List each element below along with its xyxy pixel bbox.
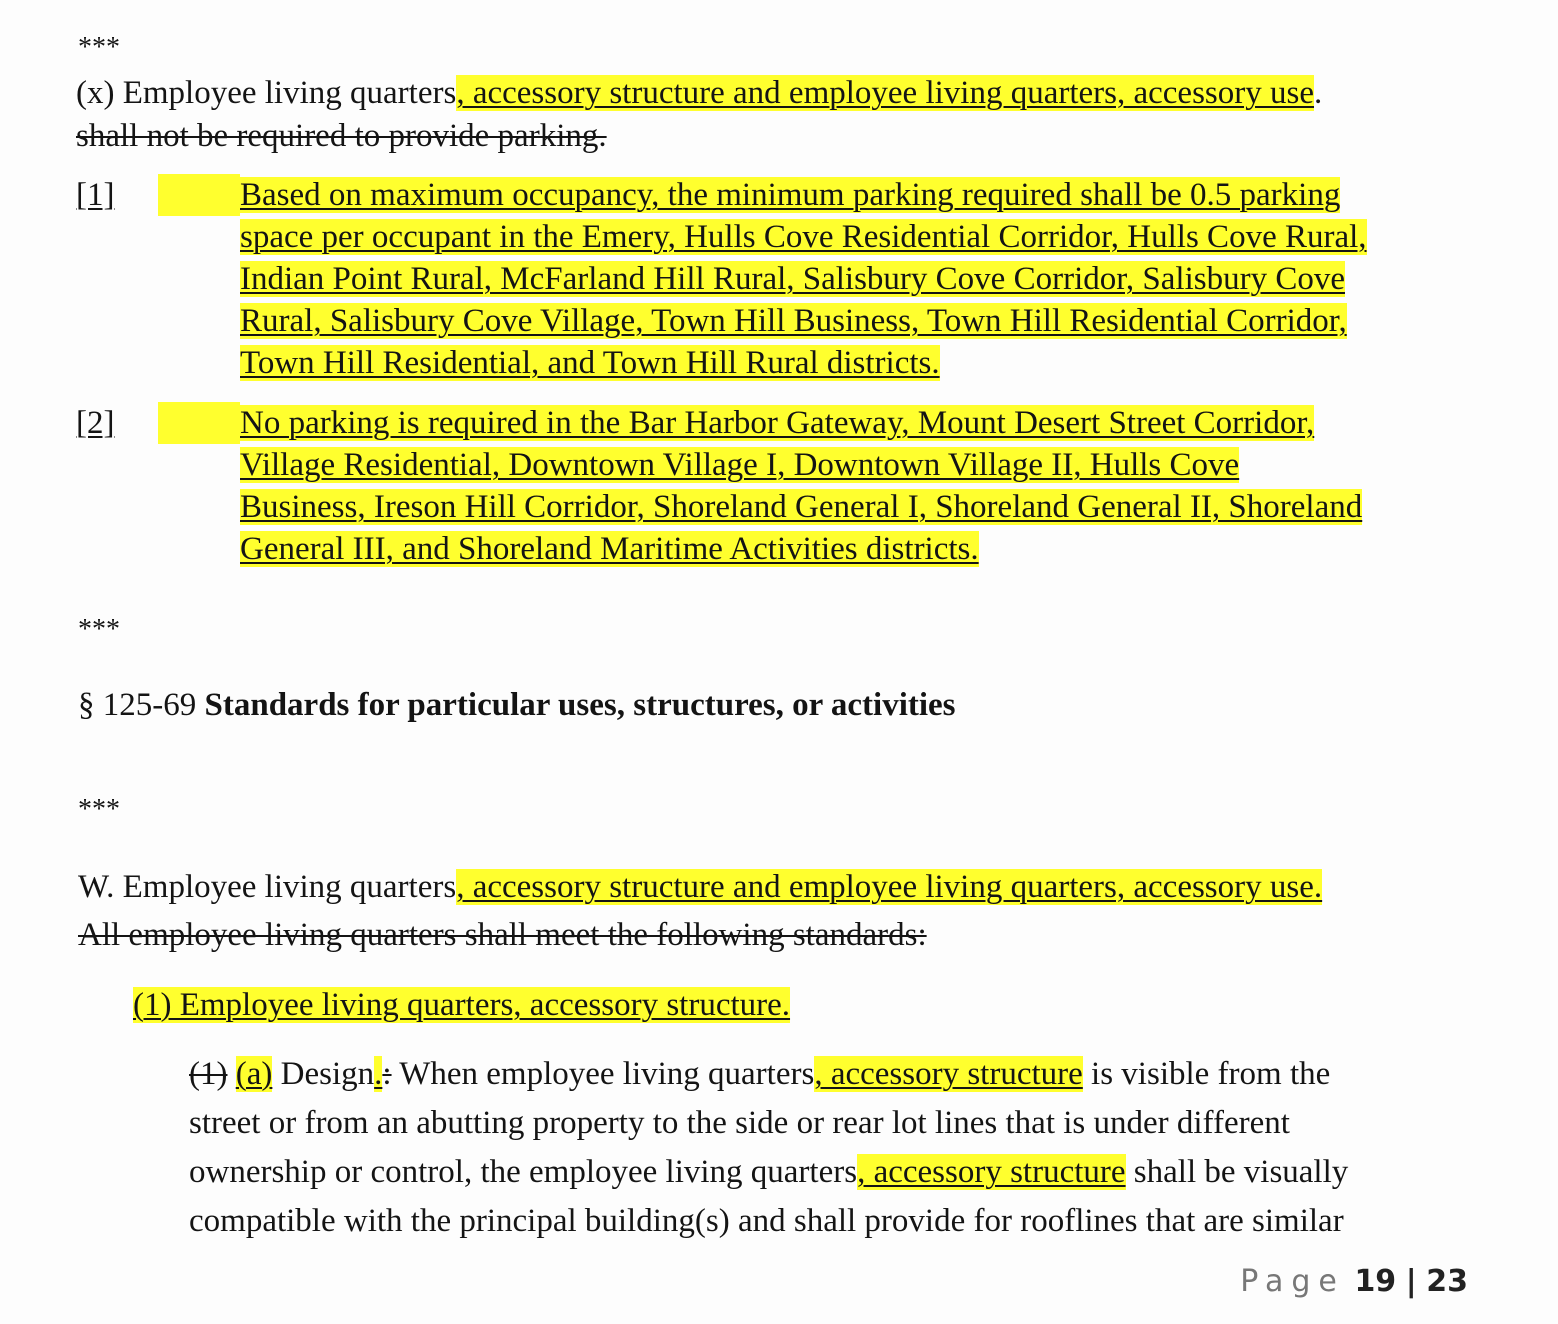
design-period-inserted: .	[374, 1056, 383, 1092]
item-number: [1]	[158, 174, 240, 216]
section-x-title	[76, 72, 1322, 115]
design-colon-deleted: :	[382, 1056, 392, 1092]
old-number: (1)	[189, 1056, 228, 1092]
section-w-deleted: All employee living quarters shall meet the following standards:	[78, 917, 927, 953]
section-x-deleted: shall not be required to provide parking.	[76, 118, 607, 154]
section-x-item-2: [2] No parking is required in the Bar Harbor Gateway, Mount Desert Street Corridor, Village Residential, Downtown Village I, Downtown Village II, Hulls Cove Business, Ireson Hill Corridor, Shoreland General I, Shoreland General II, Shoreland General III, and Shoreland Maritime Activities districts.	[158, 402, 1362, 570]
design-label: Design	[280, 1056, 375, 1092]
section-w-inserted: , accessory structure and employee living quarters, accessory use.	[456, 869, 1323, 905]
inserted-accessory-structure: , accessory structure	[857, 1154, 1126, 1190]
section-x-item-1: [1] Based on maximum occupancy, the minimum parking required shall be 0.5 parking space per occupant in the Emery, Hulls Cove Residential Corridor, Hulls Cove Rural, Indian Point Rural, McFarland Hill Rural, Salisbury Cove Corridor, Salisbury Cove Rural, Salisbury Cove Village, Town Hill Business, Town Hill Residential Corridor, Town Hill Residential, and Town Hill Rural districts.	[158, 174, 1367, 384]
section-w-subheading: (1) Employee living quarters, accessory structure.	[133, 987, 791, 1023]
design-paragraph: (1) (a) Design.: When employee living quarters, accessory structure is visible from the street or from an abutting property to the side or rear lot lines that is under different ownership or control, the employee living quarters, accessory structure shall be visually compatible with the principal building(s) and shall provide for rooflines that are similar	[189, 1056, 1349, 1239]
section-x-label: (x) Employee living quarters	[76, 75, 457, 111]
section-heading-title: Standards for particular uses, structures, or activities	[204, 687, 956, 723]
item-number: [2]	[158, 402, 240, 444]
section-x-inserted: , accessory structure and employee living quarters, accessory use	[456, 75, 1314, 111]
inserted-accessory-structure: , accessory structure	[814, 1056, 1083, 1092]
page-divider: |	[1405, 1264, 1417, 1299]
total-pages: 23	[1426, 1264, 1468, 1299]
separator-lower: ***	[78, 794, 120, 825]
current-page: 19	[1354, 1264, 1397, 1299]
page-word: Page	[1240, 1264, 1345, 1299]
section-w-title	[78, 866, 1322, 909]
section-heading	[78, 684, 956, 727]
section-x-period: .	[1314, 75, 1323, 111]
page-footer	[1240, 1262, 1468, 1301]
section-heading-prefix: § 125-69	[78, 687, 197, 723]
section-w-label: W. Employee living quarters	[78, 869, 457, 905]
separator-middle: ***	[78, 614, 120, 645]
new-number: (a)	[235, 1056, 273, 1092]
separator-top: ***	[78, 32, 120, 63]
